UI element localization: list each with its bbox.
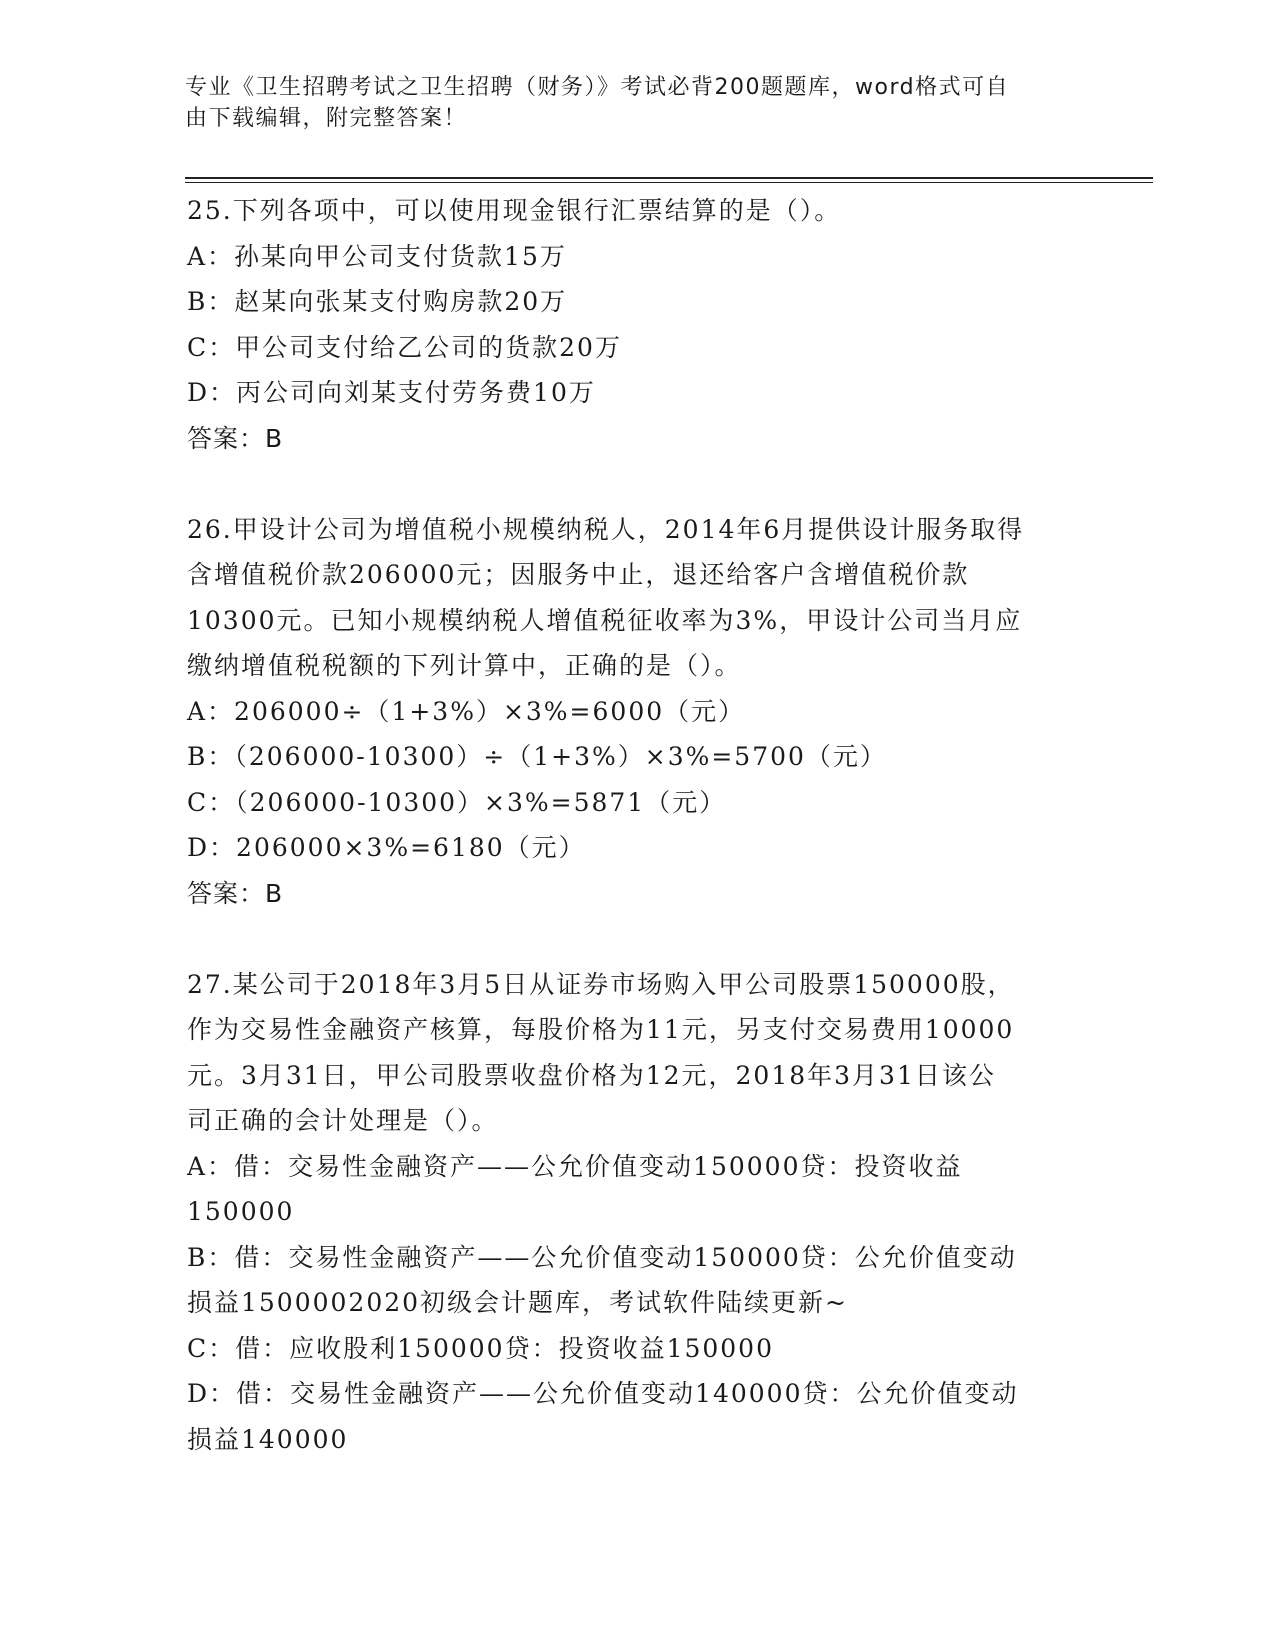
question-26-stem-line-1: 26.甲设计公司为增值税小规模纳税人，2014年6月提供设计服务取得 [187, 514, 1025, 544]
question-25-stem: 25.下列各项中，可以使用现金银行汇票结算的是（）。 [187, 196, 842, 225]
question-27-option-a: A：借：交易性金融资产——公允价值变动150000贷：投资收益 [187, 1151, 963, 1181]
question-25-option-c: C：甲公司支付给乙公司的货款20万 [187, 332, 622, 362]
question-26-stem-line-2: 含增值税价款206000元；因服务中止，退还给客户含增值税价款 [187, 560, 970, 589]
question-25-option-d: D：丙公司向刘某支付劳务费10万 [187, 378, 596, 407]
question-27-option-a-continued: 150000 [187, 1197, 295, 1226]
question-27-option-c: C：借：应收股利150000贷：投资收益150000 [187, 1333, 774, 1363]
question-27-option-d: D：借：交易性金融资产——公允价值变动140000贷：公允价值变动 [187, 1379, 1019, 1408]
question-27 [187, 962, 1107, 1463]
question-25 [187, 188, 1107, 461]
question-25-option-b: B：赵某向张某支付购房款20万 [187, 287, 568, 316]
question-26-option-d: D：206000×3%=6180（元） [187, 833, 586, 862]
question-27-option-b: B：借：交易性金融资产——公允价值变动150000贷：公允价值变动 [187, 1242, 1017, 1272]
question-26-option-b: B：（206000-10300）÷（1+3%）×3%=5700（元） [187, 742, 887, 771]
header-divider-thin [185, 182, 1153, 183]
question-27-option-d-continued: 损益140000 [187, 1424, 349, 1454]
question-27-stem-line-4: 司正确的会计处理是（）。 [187, 1106, 499, 1135]
question-26-stem-line-3: 10300元。已知小规模纳税人增值税征收率为3%，甲设计公司当月应 [187, 605, 1023, 635]
header-divider-thick [185, 177, 1153, 179]
question-26-answer: 答案：B [187, 878, 284, 908]
question-26 [187, 507, 1107, 917]
question-list [187, 188, 1107, 1462]
question-27-option-b-continued: 损益1500002020初级会计题库，考试软件陆续更新~ [187, 1288, 849, 1317]
header-line-2: 由下载编辑，附完整答案！ [185, 106, 468, 131]
question-27-stem-line-2: 作为交易性金融资产核算，每股价格为11元，另支付交易费用10000 [187, 1015, 1015, 1044]
question-27-stem-line-3: 元。3月31日，甲公司股票收盘价格为12元，2018年3月31日该公 [187, 1060, 996, 1090]
question-25-answer: 答案：B [187, 423, 284, 453]
question-25-option-a: A：孙某向甲公司支付货款15万 [187, 241, 567, 271]
question-26-stem-line-4: 缴纳增值税税额的下列计算中，正确的是（）。 [187, 651, 742, 680]
document-header [185, 72, 1065, 134]
question-27-stem-line-1: 27.某公司于2018年3月5日从证券市场购入甲公司股票150000股， [187, 969, 1015, 999]
question-26-option-c: C：（206000-10300）×3%=5871（元） [187, 787, 727, 817]
question-26-option-a: A：206000÷（1+3%）×3%=6000（元） [187, 696, 746, 726]
header-line-1: 专业《卫生招聘考试之卫生招聘（财务）》考试必背200题题库，word格式可自 [185, 75, 1010, 100]
